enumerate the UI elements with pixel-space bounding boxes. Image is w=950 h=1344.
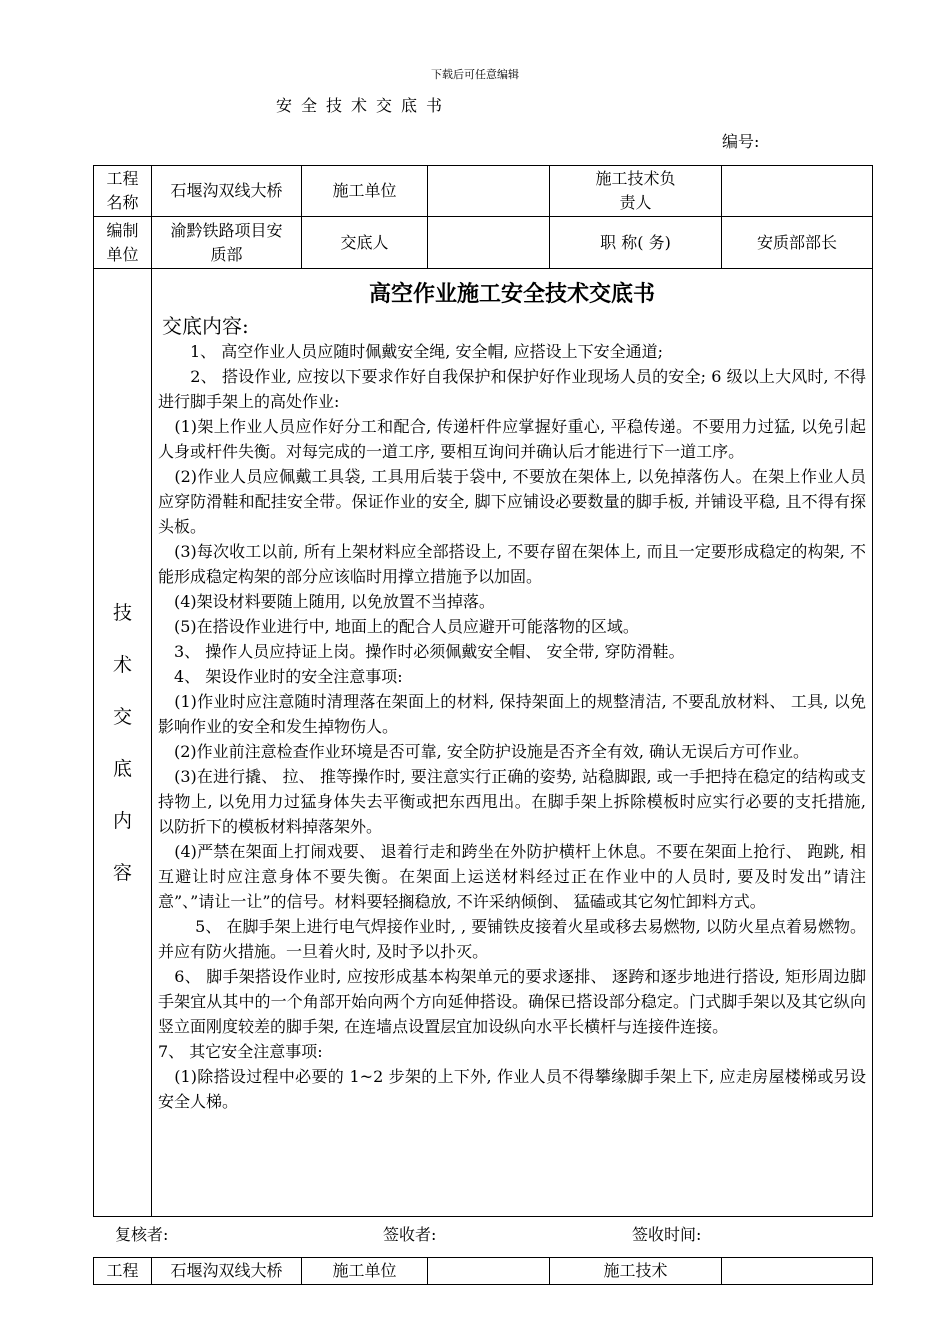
footer-tech-label: 施工技术 — [550, 1258, 722, 1285]
footer-tech-value — [722, 1258, 873, 1285]
content-paragraph: (2)作业前注意检查作业环境是否可靠, 安全防护设施是否齐全有效, 确认无误后方可作业。 — [158, 742, 810, 761]
compiling-unit-label: 编制单位 — [106, 220, 139, 264]
content-subheading: 交底内容: — [162, 314, 249, 338]
next-page-header-table — [93, 1257, 873, 1285]
content-row — [94, 269, 873, 1217]
content-cell — [152, 269, 873, 1217]
content-paragraph: 4、 架设作业时的安全注意事项: — [158, 667, 403, 686]
content-paragraph: (4)架设材料要随上随用, 以免放置不当掉落。 — [158, 592, 495, 611]
footer-project-value: 石堰沟双线大桥 — [152, 1258, 302, 1285]
project-name-value: 石堰沟双线大桥 — [152, 166, 302, 217]
content-paragraph: (5)在搭设作业进行中, 地面上的配合人员应避开可能落物的区域。 — [158, 617, 639, 636]
side-label-char: 交 — [112, 705, 132, 728]
content-title: 高空作业施工安全技术交底书 — [368, 281, 655, 307]
tech-lead-label: 施工技术负责人 — [595, 169, 676, 212]
content-paragraph: 1、 高空作业人员应随时佩戴安全绳, 安全帽, 应搭设上下安全通道; — [158, 342, 664, 361]
disclosure-form-table — [93, 165, 873, 1217]
side-label-char: 术 — [112, 653, 132, 676]
project-name-label: 工程名称 — [106, 169, 139, 212]
construction-unit-value — [428, 166, 550, 217]
content-paragraph: (1)除搭设过程中必要的 1~2 步架的上下外, 作业人员不得攀缘脚手架上下, 应走房屋楼梯或另设安全人梯。 — [158, 1067, 866, 1111]
document-title: 安全技术交底书 — [276, 96, 452, 115]
footer-row — [94, 1258, 873, 1285]
content-paragraph: (2)作业人员应佩戴工具袋, 工具用后装于袋中, 不要放在架体上, 以免掉落伤人。在架上作业人员应穿防滑鞋和配挂安全带。保证作业的安全, 脚下应铺设必要数量的脚手板, 并铺设平稳, 且不得有探头板。 — [158, 467, 866, 536]
content-paragraph: 2、 搭设作业, 应按以下要求作好自我保护和保护好作业现场人员的安全; 6 级以上大风时, 不得进行脚手架上的高处作业: — [158, 367, 866, 411]
receipt-time-label: 签收时间: — [632, 1225, 702, 1244]
side-label-cell — [94, 269, 152, 1217]
footer-unit-value — [428, 1258, 550, 1285]
content-paragraph: 6、 脚手架搭设作业时, 应按形成基本构架单元的要求逐排、 逐跨和逐步地进行搭设, 矩形周边脚手架宜从其中的一个角部开始向两个方向延伸搭设。确保已搭设部分稳定。门式脚手架以及其它纵向竖立面刚度较差的脚手架, 在连墙点设置层宜加设纵向水平长横杆与连接件连接。 — [158, 967, 866, 1036]
construction-unit-label: 施工单位 — [302, 166, 428, 217]
header-row-organization — [94, 217, 873, 269]
side-label-char: 容 — [112, 861, 132, 884]
content-paragraph: 3、 操作人员应持证上岗。操作时必须佩戴安全帽、 安全带, 穿防滑鞋。 — [158, 642, 685, 661]
footer-unit-label: 施工单位 — [302, 1258, 428, 1285]
footer-project-label: 工程 — [94, 1258, 152, 1285]
top-note: 下载后可任意编辑 — [431, 68, 519, 81]
tech-lead-value — [722, 166, 873, 217]
side-label-char: 技 — [112, 601, 132, 624]
side-label-char: 内 — [112, 809, 132, 832]
content-paragraph: (3)每次收工以前, 所有上架材料应全部搭设上, 不要存留在架体上, 而且一定要形成稳定的构架, 不能形成稳定构架的部分应该临时用撑立措施予以加固。 — [158, 542, 866, 586]
compiling-unit-value: 渝黔铁路项目安质部 — [170, 220, 283, 264]
content-paragraph: (3)在进行撬、 拉、 推等操作时, 要注意实行正确的姿势, 站稳脚跟, 或一手把持在稳定的结构或支持物上, 以免用力过猛身体失去平衡或把东西甩出。在脚手架上拆除模板时应实行必要的支托措施, 以防折下的模板材料掉落架外。 — [158, 767, 866, 836]
content-paragraph: (4)严禁在架面上打闹戏要、 退着行走和跨坐在外防护横杆上休息。不要在架面上抢行、 跑跳, 相互避让时应注意身体不要失衡。在架面上运送材料经过正在作业中的人员时, 要及时发出”请注意”、”请让一让”的信号。材料要轻搁稳放, 不许采纳倾倒、 猛磕或其它匆忙卸料方式。 — [158, 842, 866, 911]
job-title-value: 安质部部长 — [722, 217, 873, 269]
content-paragraph: (1)作业时应注意随时清理落在架面上的材料, 保持架面上的规整清洁, 不要乱放材料、 工具, 以免影响作业的安全和发生掉物伤人。 — [158, 692, 866, 736]
job-title-label: 职 称( 务) — [550, 217, 722, 269]
side-label-char: 底 — [112, 757, 132, 780]
header-row-project — [94, 166, 873, 217]
document-number-label: 编号: — [722, 132, 760, 151]
presenter-value — [428, 217, 550, 269]
reviewer-label: 复核者: — [115, 1225, 169, 1244]
receiver-label: 签收者: — [383, 1225, 437, 1244]
content-paragraph: (1)架上作业人员应作好分工和配合, 传递杆件应掌握好重心, 平稳传递。不要用力过猛, 以免引起人身或杆件失衡。对每完成的一道工序, 要相互询问并确认后才能进行下一道工序。 — [158, 417, 866, 461]
content-paragraph: 7、 其它安全注意事项: — [158, 1042, 323, 1061]
presenter-label: 交底人 — [302, 217, 428, 269]
content-paragraph: 5、 在脚手架上进行电气焊接作业时, , 要铺铁皮接着火星或移去易燃物, 以防火星点着易燃物。并应有防火措施。一旦着火时, 及时予以扑灭。 — [158, 917, 866, 961]
side-label — [94, 587, 151, 899]
